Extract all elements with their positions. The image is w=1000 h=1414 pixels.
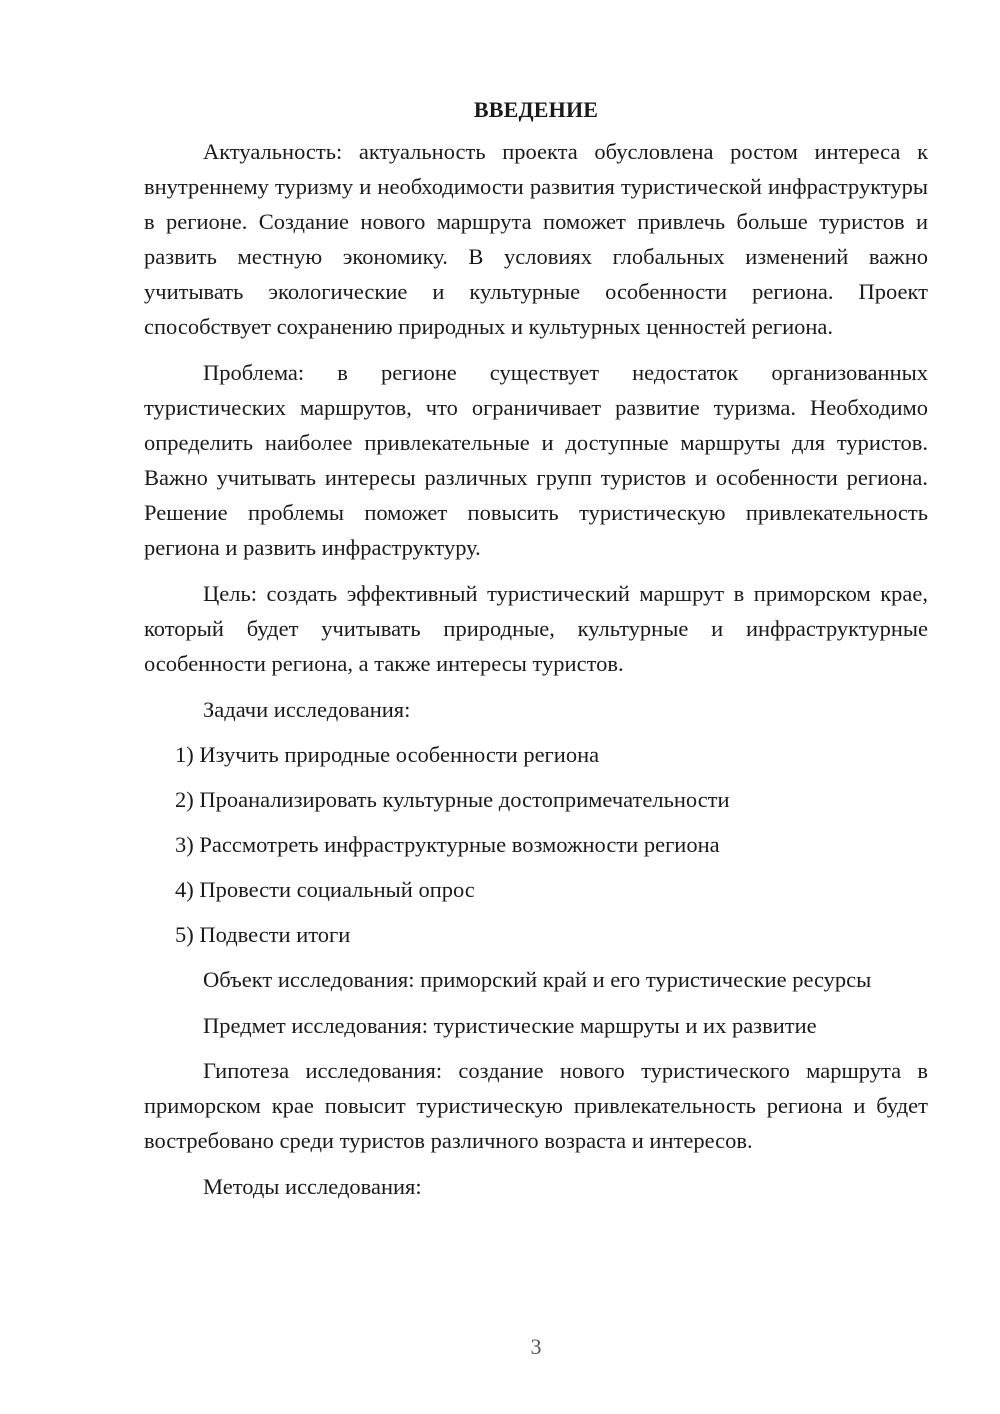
task-item: 4) Провести социальный опрос <box>175 877 475 902</box>
document-page <box>144 92 928 1214</box>
goal-paragraph: Цель: создать эффективный туристический маршрут в приморском крае, который будет учитывать природные, культурные и инфраструктурные особенности региона, а также интересы туристов. <box>144 581 928 676</box>
task-item: 2) Проанализировать культурные достопримечательности <box>175 787 730 812</box>
task-item: 5) Подвести итоги <box>175 922 351 947</box>
problem-paragraph: Проблема: в регионе существует недостаток организованных туристических маршрутов, что ограничивает развитие туризма. Необходимо определить наиболее привлекательные и доступные маршруты для туристов. Важно учитывать интересы различных групп туристов и особенности региона. Решение проблемы поможет повысить туристическую привлекательность региона и развить инфраструктуру. <box>144 360 928 560</box>
subject-paragraph: Предмет исследования: туристические маршруты и их развитие <box>203 1013 817 1038</box>
hypothesis-paragraph: Гипотеза исследования: создание нового туристического маршрута в приморском крае повысит туристическую привлекательность региона и будет востребовано среди туристов различного возраста и интересов. <box>144 1058 928 1153</box>
tasks-heading: Задачи исследования: <box>203 697 411 722</box>
methods-heading: Методы исследования: <box>203 1174 422 1199</box>
page-number: 3 <box>530 1334 542 1359</box>
object-paragraph: Объект исследования: приморский край и его туристические ресурсы <box>203 967 872 992</box>
task-item: 3) Рассмотреть инфраструктурные возможности региона <box>175 832 720 857</box>
tasks-list <box>144 737 928 952</box>
relevance-paragraph: Актуальность: актуальность проекта обусловлена ростом интереса к внутреннему туризму и необходимости развития туристической инфраструктуры в регионе. Создание нового маршрута поможет привлечь больше туристов и развить местную экономику. В условиях глобальных изменений важно учитывать экологические и культурные особенности региона. Проект способствует сохранению природных и культурных ценностей региона. <box>144 139 928 339</box>
section-title: ВВЕДЕНИЕ <box>473 97 599 122</box>
task-item: 1) Изучить природные особенности региона <box>175 742 600 767</box>
